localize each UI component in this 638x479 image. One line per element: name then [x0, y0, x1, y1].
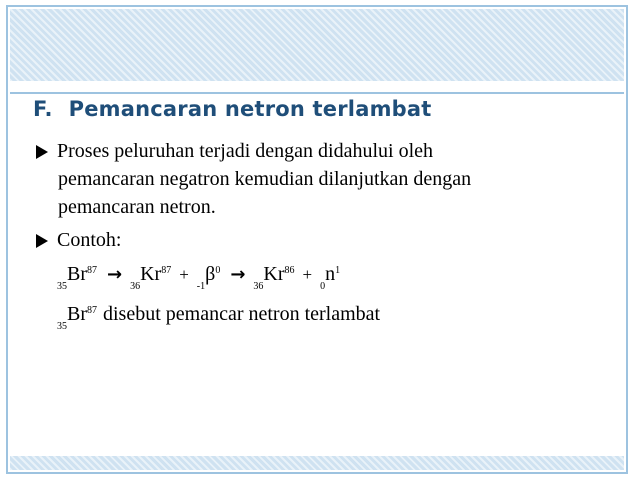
kr87-atomic-number: 36 [130, 281, 141, 292]
neutron-mass: 1 [335, 265, 341, 276]
plus-sign: + [302, 265, 313, 284]
neutron-charge: 0 [320, 281, 326, 292]
br-mass-number: 87 [87, 265, 97, 276]
bullet-1-line-1: Proses peluruhan terjadi dengan didahului oleh [57, 140, 434, 162]
kr87-symbol: Kr [140, 263, 162, 285]
bullet-2-line-1: Contoh: [57, 229, 122, 251]
plus-sign: + [179, 265, 189, 284]
kr86-atomic-number: 36 [253, 281, 264, 292]
bullet-arrow-icon [36, 145, 48, 159]
arrow-icon: → [107, 264, 123, 285]
kr86-symbol: Kr [263, 263, 285, 285]
bullet-1-line-3: pemancaran netron. [58, 196, 216, 218]
beta-mass: 0 [215, 265, 221, 276]
kr87-mass-number: 87 [161, 265, 172, 276]
note-br-mass-number: 87 [87, 305, 97, 316]
br-symbol: Br [67, 263, 87, 285]
note-text: disebut pemancar netron terlambat [103, 303, 381, 325]
kr86-mass-number: 86 [284, 265, 295, 276]
note-br-atomic-number: 35 [57, 321, 67, 332]
note-br-symbol: Br [67, 303, 87, 325]
beta-symbol: β [205, 263, 216, 285]
title-divider [10, 92, 624, 94]
note-line [57, 303, 381, 332]
decorative-bottom-band [10, 456, 624, 470]
decay-equation [57, 263, 341, 292]
slide-title [33, 97, 432, 121]
bullet-1-line-2: pemancaran negatron kemudian dilanjutkan dengan [58, 168, 472, 190]
arrow-icon: → [230, 264, 246, 285]
bullet-arrow-icon [36, 234, 48, 248]
neutron-symbol: n [325, 263, 336, 285]
section-letter: F. [33, 97, 53, 121]
br-atomic-number: 35 [57, 281, 67, 292]
section-title-text: Pemancaran netron terlambat [68, 97, 432, 121]
beta-charge: -1 [196, 281, 206, 292]
